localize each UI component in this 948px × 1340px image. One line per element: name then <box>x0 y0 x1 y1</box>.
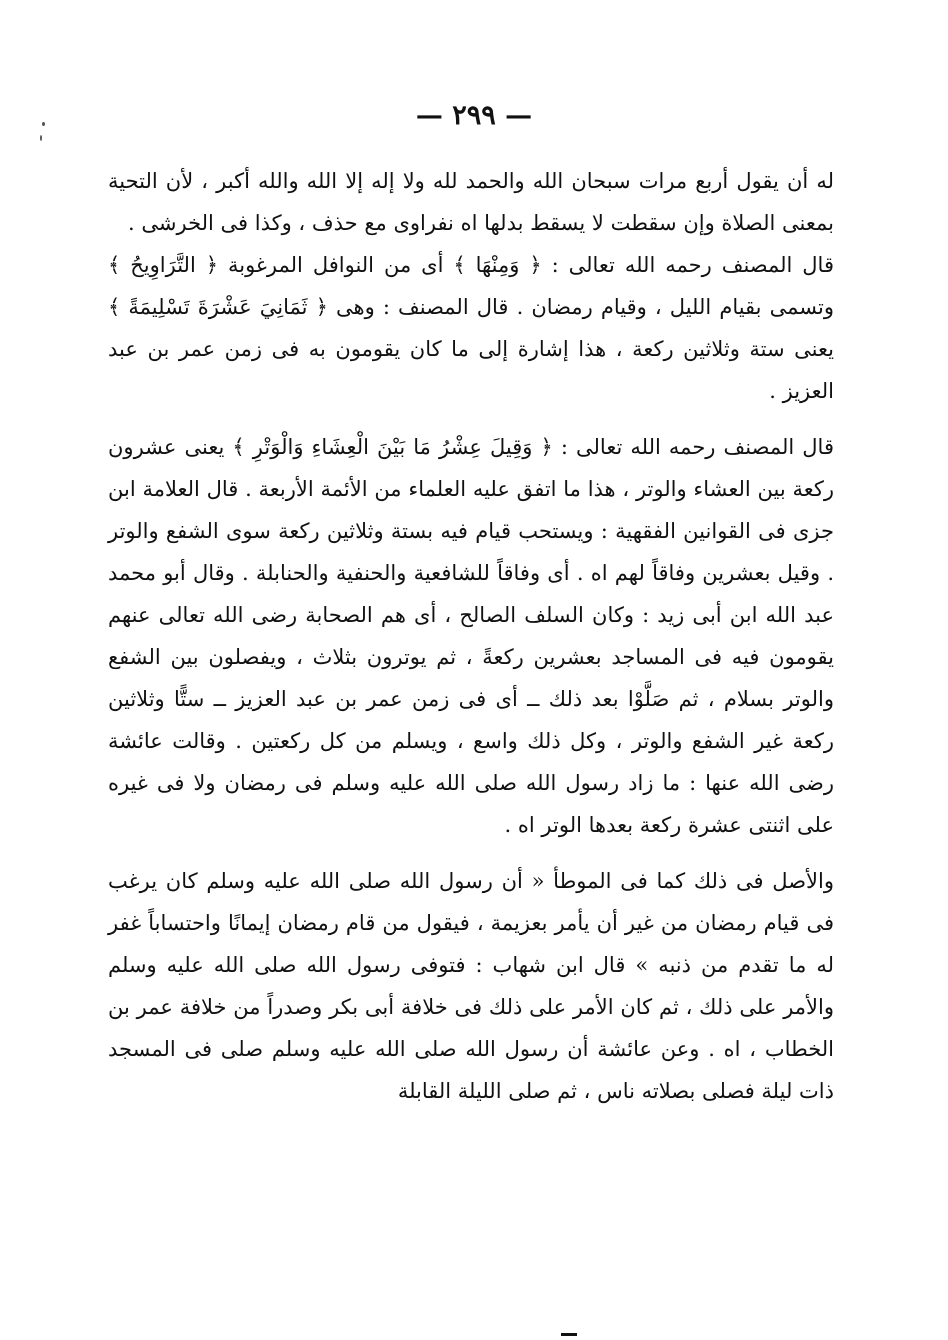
paragraph-3: قال المصنف رحمه الله تعالى : ﴿ وَقِيلَ عِشْرُ مَا بَيْنَ الْعِشَاءِ وَالْوَتْرِ ﴾ يعنى عشرون ركعة بين العشاء والوتر ، هذا ما اتفق عليه العلماء من الأئمة الأربعة . قال العلامة ابن جزى فى القوانين الفقهية : ويستحب قيام فيه بستة وثلاثين ركعة سوى الشفع والوتر . وقيل بعشرين وفاقاً لهم اه . أى وفاقاً للشافعية والحنفية والحنابلة . وقال أبو محمد عبد الله ابن أبى زيد : وكان السلف الصالح ، أى هم الصحابة رضى الله تعالى عنهم يقومون فيه فى المساجد بعشرين ركعةً ، ثم يوترون بثلاث ، ويفصلون بين الشفع والوتر بسلام ، ثم صَلَّوْا بعد ذلك ــ أى فى زمن عمر بن عبد العزيز ــ ستًّا وثلاثين ركعة غير الشفع والوتر ، وكل ذلك واسع ، ويسلم من كل ركعتين . وقالت عائشة رضى الله عنها : ما زاد رسول الله صلى الله عليه وسلم فى رمضان ولا فى غيره على اثنتى عشرة ركعة بعدها الوتر اه . <box>108 435 834 837</box>
paragraph-4: والأصل فى ذلك كما فى الموطأ « أن رسول الله صلى الله عليه وسلم كان يرغب فى قيام رمضان من غير أن يأمر بعزيمة ، فيقول من قام رمضان إيمانًا واحتساباً غفر له ما تقدم من ذنبه » قال ابن شهاب : فتوفى رسول الله صلى الله عليه وسلم والأمر على ذلك ، ثم كان الأمر على ذلك فى خلافة أبى بكر وصدراً من خلافة عمر بن الخطاب ، اه . وعن عائشة أن رسول الله صلى الله عليه وسلم صلى فى المسجد ذات ليلة فصلى بصلاته ناس ، ثم صلى الليلة القابلة <box>108 869 834 1103</box>
scan-speck <box>42 122 45 126</box>
bottom-dash-mark <box>561 1333 577 1336</box>
paragraph-1: له أن يقول أربع مرات سبحان الله والحمد لله ولا إله إلا الله والله أكبر ، لأن التحية بمعنى الصلاة وإن سقطت لا يسقط بدلها اه نفراوى مع حذف ، وكذا فى الخرشى . <box>108 169 834 235</box>
page-number: — ٢٩٩ — <box>415 100 533 131</box>
scan-speck <box>40 135 42 141</box>
paragraph-2: قال المصنف رحمه الله تعالى : ﴿ وَمِنْهَا ﴾ أى من النوافل المرغوبة ﴿ التَّرَاوِيحُ ﴾ وتسمى بقيام الليل ، وقيام رمضان . قال المصنف : وهى ﴿ ثَمَانِيَ عَشْرَةَ تَسْلِيمَةً ﴾ يعنى ستة وثلاثين ركعة ، هذا إشارة إلى ما كان يقومون به فى زمن عمر بن عبد العزيز . <box>108 253 834 403</box>
body-text <box>108 160 834 1112</box>
